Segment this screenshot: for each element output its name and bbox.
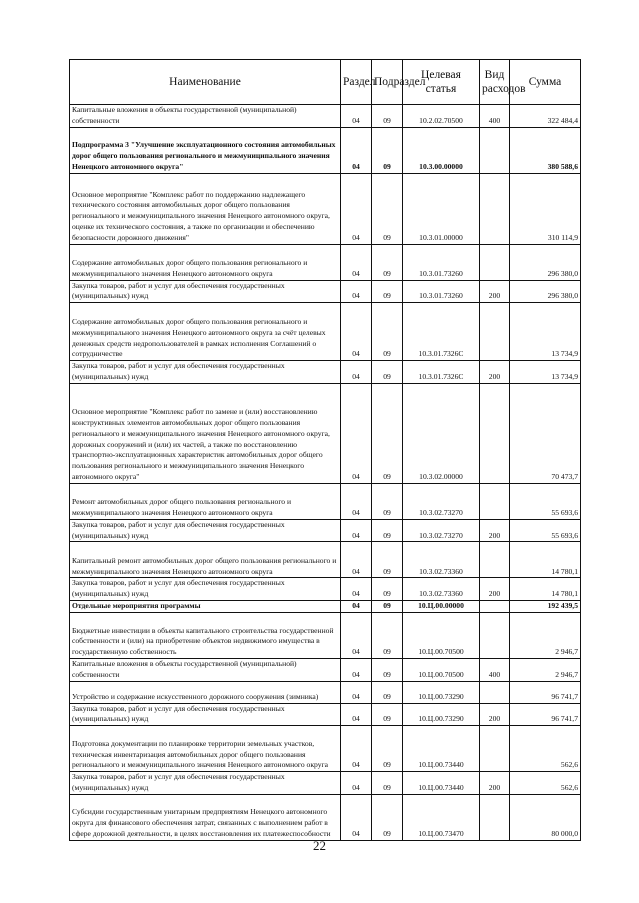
row-name: Закупка товаров, работ и услуг для обеспечения государственных (муниципальных) нужд <box>70 280 341 303</box>
row-sum: 13 734,9 <box>510 303 581 361</box>
table-row <box>70 105 581 128</box>
row-name: Подготовка документации по планировке территории земельных участков, техническая инвентаризация автомобильных дорог общего пользования регионального и межмуниципального значения Ненецкого автономного округа <box>70 726 341 772</box>
row-section: 04 <box>341 703 372 726</box>
row-expense-type <box>480 726 510 772</box>
table-row <box>70 612 581 658</box>
row-name: Капитальный ремонт автомобильных дорог общего пользования регионального и межмуниципального значения Ненецкого автономного округа <box>70 542 341 578</box>
row-target: 10.Ц.00.70500 <box>403 658 480 681</box>
row-target: 10.3.01.00000 <box>403 173 480 244</box>
header-sum: Сумма <box>510 60 581 105</box>
table-row <box>70 658 581 681</box>
header-name: Наименование <box>70 60 341 105</box>
row-section: 04 <box>341 600 372 612</box>
row-subsection: 09 <box>372 658 403 681</box>
table-row <box>70 794 581 840</box>
row-sum: 13 734,9 <box>510 361 581 384</box>
row-subsection: 09 <box>372 361 403 384</box>
row-expense-type <box>480 244 510 280</box>
table-row <box>70 726 581 772</box>
table-row <box>70 127 581 173</box>
row-section: 04 <box>341 542 372 578</box>
row-target: 10.Ц.00.73290 <box>403 703 480 726</box>
row-target: 10.3.02.00000 <box>403 383 480 483</box>
row-section: 04 <box>341 794 372 840</box>
table-row <box>70 542 581 578</box>
row-target: 10.3.01.7326С <box>403 361 480 384</box>
row-name: Закупка товаров, работ и услуг для обеспечения государственных (муниципальных) нужд <box>70 772 341 795</box>
row-subsection: 09 <box>372 173 403 244</box>
row-name: Закупка товаров, работ и услуг для обеспечения государственных (муниципальных) нужд <box>70 361 341 384</box>
row-expense-type <box>480 542 510 578</box>
row-section: 04 <box>341 280 372 303</box>
row-subsection: 09 <box>372 681 403 703</box>
row-sum: 96 741,7 <box>510 703 581 726</box>
row-expense-type <box>480 612 510 658</box>
table-row <box>70 303 581 361</box>
row-sum: 96 741,7 <box>510 681 581 703</box>
row-section: 04 <box>341 127 372 173</box>
row-expense-type: 400 <box>480 658 510 681</box>
row-target: 10.Ц.00.73440 <box>403 726 480 772</box>
row-expense-type: 200 <box>480 280 510 303</box>
row-subsection: 09 <box>372 280 403 303</box>
row-target: 10.Ц.00.00000 <box>403 600 480 612</box>
row-sum: 380 588,6 <box>510 127 581 173</box>
row-subsection: 09 <box>372 383 403 483</box>
table-row <box>70 280 581 303</box>
row-target: 10.3.01.73260 <box>403 244 480 280</box>
table-row <box>70 361 581 384</box>
row-sum: 296 380,0 <box>510 244 581 280</box>
row-sum: 70 473,7 <box>510 383 581 483</box>
row-subsection: 09 <box>372 726 403 772</box>
row-section: 04 <box>341 483 372 519</box>
row-expense-type <box>480 681 510 703</box>
row-name: Закупка товаров, работ и услуг для обеспечения государственных (муниципальных) нужд <box>70 703 341 726</box>
row-subsection: 09 <box>372 483 403 519</box>
header-target: Целевая статья <box>403 60 480 105</box>
table-row <box>70 383 581 483</box>
row-name: Закупка товаров, работ и услуг для обеспечения государственных (муниципальных) нужд <box>70 519 341 542</box>
budget-table <box>69 59 581 841</box>
table-row <box>70 578 581 601</box>
row-expense-type: 200 <box>480 519 510 542</box>
row-section: 04 <box>341 244 372 280</box>
row-name: Капитальные вложения в объекты государственной (муниципальной) собственности <box>70 658 341 681</box>
row-target: 10.3.02.73360 <box>403 542 480 578</box>
row-sum: 296 380,0 <box>510 280 581 303</box>
row-subsection: 09 <box>372 772 403 795</box>
row-expense-type: 400 <box>480 105 510 128</box>
row-name: Капитальные вложения в объекты государственной (муниципальной) собственности <box>70 105 341 128</box>
row-subsection: 09 <box>372 244 403 280</box>
row-sum: 14 780,1 <box>510 542 581 578</box>
row-expense-type <box>480 173 510 244</box>
row-sum: 55 693,6 <box>510 483 581 519</box>
row-name: Основное мероприятие "Комплекс работ по замене и (или) восстановлению конструктивных элементов автомобильных дорог общего пользования регионального и межмуниципального значения Ненецкого автономного округа, дорожных сооружений и (или) их частей, а также по восстановлению транспортно-эксплуатационных характеристик автомобильных дорог общего пользования регионального и межмуниципального значения Ненецкого автономного округа" <box>70 383 341 483</box>
page-number: 22 <box>313 838 326 853</box>
row-expense-type <box>480 600 510 612</box>
row-section: 04 <box>341 681 372 703</box>
header-section: Раздел <box>341 60 372 105</box>
row-section: 04 <box>341 105 372 128</box>
row-section: 04 <box>341 726 372 772</box>
row-expense-type: 200 <box>480 361 510 384</box>
row-target: 10.2.02.70500 <box>403 105 480 128</box>
row-subsection: 09 <box>372 703 403 726</box>
row-sum: 310 114,9 <box>510 173 581 244</box>
row-section: 04 <box>341 361 372 384</box>
row-section: 04 <box>341 383 372 483</box>
row-subsection: 09 <box>372 542 403 578</box>
row-sum: 562,6 <box>510 726 581 772</box>
row-name: Содержание автомобильных дорог общего пользования регионального и межмуниципального значения Ненецкого автономного округа за счёт целевых денежных средств недропользователей в рамках исполнения Соглашений о сотрудничестве <box>70 303 341 361</box>
row-sum: 2 946,7 <box>510 612 581 658</box>
table-row <box>70 703 581 726</box>
row-expense-type <box>480 794 510 840</box>
row-name: Содержание автомобильных дорог общего пользования регионального и межмуниципального значения Ненецкого автономного округа <box>70 244 341 280</box>
row-target: 10.Ц.00.73290 <box>403 681 480 703</box>
row-target: 10.3.02.73270 <box>403 483 480 519</box>
row-expense-type: 200 <box>480 578 510 601</box>
row-name: Ремонт автомобильных дорог общего пользования регионального и межмуниципального значения Ненецкого автономного округа <box>70 483 341 519</box>
row-subsection: 09 <box>372 105 403 128</box>
row-target: 10.Ц.00.70500 <box>403 612 480 658</box>
row-section: 04 <box>341 303 372 361</box>
row-sum: 14 780,1 <box>510 578 581 601</box>
row-sum: 80 000,0 <box>510 794 581 840</box>
row-name: Отдельные мероприятия программы <box>70 600 341 612</box>
row-target: 10.3.01.7326С <box>403 303 480 361</box>
row-expense-type: 200 <box>480 703 510 726</box>
row-section: 04 <box>341 772 372 795</box>
row-section: 04 <box>341 173 372 244</box>
table-row <box>70 681 581 703</box>
header-expense-type: Вид расходов <box>480 60 510 105</box>
row-target: 10.Ц.00.73440 <box>403 772 480 795</box>
table-row <box>70 483 581 519</box>
table-body <box>70 105 581 841</box>
row-section: 04 <box>341 578 372 601</box>
table-row <box>70 244 581 280</box>
row-sum: 55 693,6 <box>510 519 581 542</box>
row-sum: 192 439,5 <box>510 600 581 612</box>
row-name: Основное мероприятие "Комплекс работ по поддержанию надлежащего технического состояния автомобильных дорог общего пользования регионального и межмуниципального значения Ненецкого автономного округа, оценке их технического состояния, а также по организации и обеспечению безопасности дорожного движения" <box>70 173 341 244</box>
row-target: 10.3.02.73270 <box>403 519 480 542</box>
row-expense-type <box>480 483 510 519</box>
row-sum: 562,6 <box>510 772 581 795</box>
row-name: Устройство и содержание искусственного дорожного сооружения (зимника) <box>70 681 341 703</box>
row-name: Бюджетные инвестиции в объекты капитального строительства государственной собственности и (или) на приобретение объектов недвижимого имущества в государственную собственность <box>70 612 341 658</box>
row-target: 10.3.00.00000 <box>403 127 480 173</box>
table-row <box>70 772 581 795</box>
row-target: 10.Ц.00.73470 <box>403 794 480 840</box>
row-target: 10.3.01.73260 <box>403 280 480 303</box>
row-section: 04 <box>341 519 372 542</box>
table-row <box>70 173 581 244</box>
row-target: 10.3.02.73360 <box>403 578 480 601</box>
table-header-row <box>70 60 581 105</box>
row-name: Подпрограмма 3 "Улучшение эксплуатационного состояния автомобильных дорог общего пользования регионального и межмуниципального значения Ненецкого автономного округа" <box>70 127 341 173</box>
row-expense-type <box>480 303 510 361</box>
row-subsection: 09 <box>372 519 403 542</box>
table-row <box>70 600 581 612</box>
row-sum: 2 946,7 <box>510 658 581 681</box>
row-subsection: 09 <box>372 600 403 612</box>
row-sum: 322 484,4 <box>510 105 581 128</box>
row-subsection: 09 <box>372 127 403 173</box>
row-subsection: 09 <box>372 578 403 601</box>
row-subsection: 09 <box>372 612 403 658</box>
table-row <box>70 519 581 542</box>
row-expense-type <box>480 383 510 483</box>
header-subsection: Подраздел <box>372 60 403 105</box>
row-subsection: 09 <box>372 303 403 361</box>
row-name: Субсидии государственным унитарным предприятиям Ненецкого автономного округа для финансового обеспечения затрат, связанных с выполнением работ в сфере дорожной деятельности, в целях восстановления их платежеспособности <box>70 794 341 840</box>
row-expense-type: 200 <box>480 772 510 795</box>
row-section: 04 <box>341 612 372 658</box>
row-name: Закупка товаров, работ и услуг для обеспечения государственных (муниципальных) нужд <box>70 578 341 601</box>
row-section: 04 <box>341 658 372 681</box>
row-expense-type <box>480 127 510 173</box>
row-subsection: 09 <box>372 794 403 840</box>
